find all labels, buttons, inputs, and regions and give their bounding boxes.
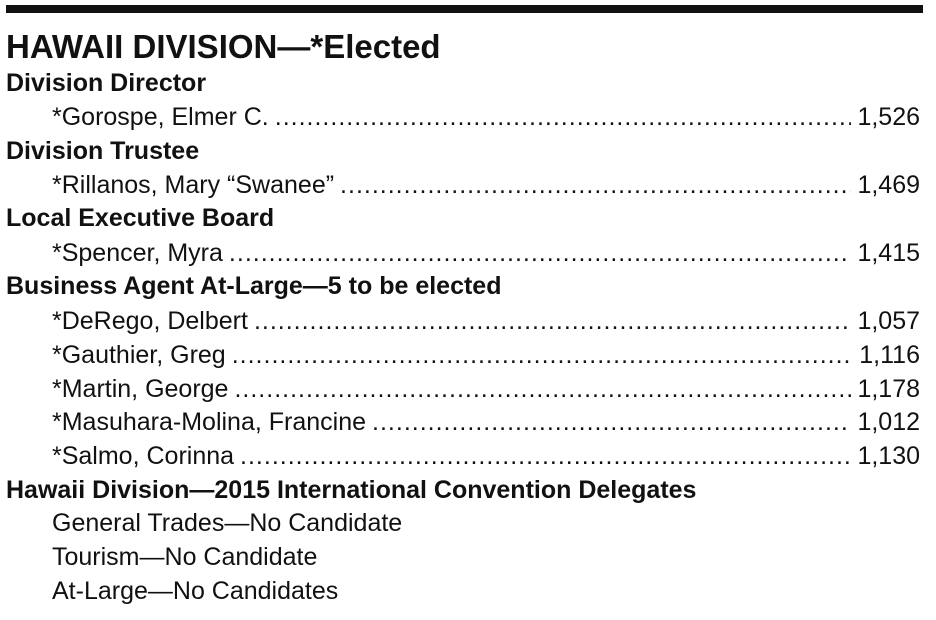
- candidate-name: *Gorospe, Elmer C.: [52, 103, 269, 131]
- candidate-name: *Gauthier, Greg: [52, 341, 226, 369]
- dot-leader: [229, 237, 852, 269]
- section-heading-convention-delegates: Hawaii Division—2015 International Convention Delegates: [6, 476, 697, 504]
- candidate-name: *DeRego, Delbert: [52, 307, 248, 335]
- dot-leader: [232, 339, 854, 371]
- page-title: HAWAII DIVISION—*Elected: [6, 28, 441, 65]
- vote-count: 1,178: [857, 375, 920, 403]
- section-heading-local-executive-board: Local Executive Board: [6, 204, 275, 232]
- result-row: [52, 440, 920, 472]
- section-heading-division-trustee: Division Trustee: [6, 137, 200, 165]
- vote-count: 1,057: [857, 307, 920, 335]
- result-row: [52, 339, 920, 371]
- dot-leader: [372, 406, 851, 438]
- candidate-name: *Salmo, Corinna: [52, 442, 235, 470]
- delegate-line: At-Large—No Candidates: [52, 577, 339, 605]
- dot-leader: [275, 101, 852, 133]
- result-row: [52, 373, 920, 405]
- section-heading-business-agent: Business Agent At-Large—5 to be elected: [6, 272, 502, 300]
- delegate-line: Tourism—No Candidate: [52, 543, 318, 571]
- vote-count: 1,526: [857, 103, 920, 131]
- vote-count: 1,012: [857, 408, 920, 436]
- vote-count: 1,130: [857, 442, 920, 470]
- result-row: [52, 305, 920, 337]
- result-row: [52, 101, 920, 133]
- delegate-line: General Trades—No Candidate: [52, 509, 403, 537]
- candidate-name: *Rillanos, Mary “Swanee”: [52, 171, 335, 199]
- candidate-name: *Spencer, Myra: [52, 239, 223, 267]
- result-row: [52, 406, 920, 438]
- dot-leader: [340, 169, 851, 201]
- candidate-name: *Masuhara-Molina, Francine: [52, 408, 367, 436]
- dot-leader: [240, 440, 851, 472]
- top-rule: [6, 5, 923, 13]
- section-heading-division-director: Division Director: [6, 69, 207, 97]
- dot-leader: [254, 305, 852, 337]
- vote-count: 1,469: [857, 171, 920, 199]
- vote-count: 1,116: [859, 341, 920, 369]
- result-row: [52, 237, 920, 269]
- vote-count: 1,415: [857, 239, 920, 267]
- result-row: [52, 169, 920, 201]
- dot-leader: [234, 373, 851, 405]
- candidate-name: *Martin, George: [52, 375, 229, 403]
